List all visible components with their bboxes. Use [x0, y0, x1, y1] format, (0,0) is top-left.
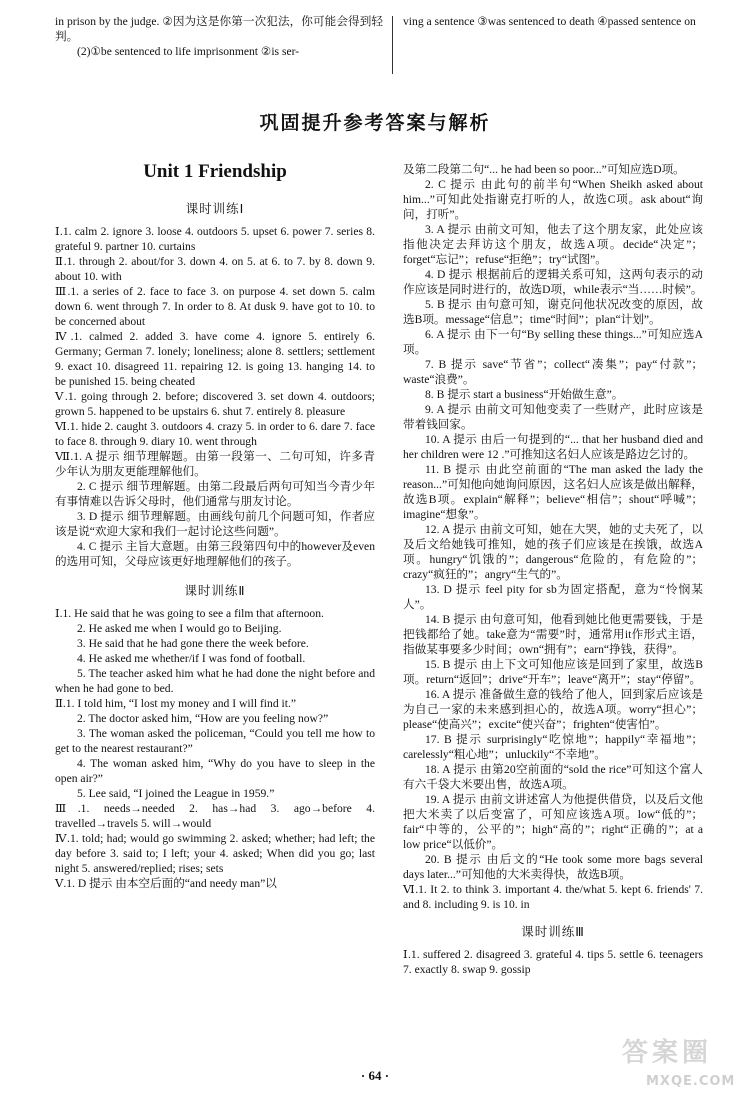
- top-left-line-1: in prison by the judge. ②因为这是你第一次犯法，你可能会得到轻判。: [55, 15, 383, 43]
- answer-block: Ⅰ.1. suffered 2. disagreed 3. grateful 4. tips 5. settle 6. teenagers 7. exactly 8. swap 9. gossip: [403, 948, 703, 976]
- answer-block: 8. B 提示 start a business“开始做生意”。: [425, 388, 624, 401]
- answer-block: 19. A 提示 由前文讲述富人为他提供借贷，以及后文他把大米卖了以后变富了，可知应该选A项。low“低的”；fair“中等的，公平的”；high“高的”；right“正确的”；at a low price“以低价”。: [403, 793, 703, 851]
- answer-block: 5. The teacher asked him what he had done the night before and when he had gone to bed.: [55, 667, 375, 695]
- watermark-text-1: 答案圈: [622, 1038, 713, 1068]
- answer-block: 2. C 提示 细节理解题。由第二段最后两句可知当今青少年有事情难以告诉父母时，他们通常与朋友讨论。: [55, 480, 375, 508]
- answer-block: Ⅱ.1. through 2. about/for 3. down 4. on 5. at 6. to 7. by 8. down 9. about 10. with: [55, 255, 375, 283]
- top-right-line-1: ving a sentence ③was sentenced to death ④passed sentence on: [403, 15, 696, 28]
- answer-block: 3. The woman asked the policeman, “Could you tell me how to get to the nearest restaurant?”: [55, 727, 375, 755]
- section-title-1: 课时训练Ⅰ: [185, 201, 245, 216]
- answer-block: 7. B 提示 save“节省”；collect“凑集”；pay“付款”；waste“浪费”。: [403, 358, 703, 386]
- answer-block: 17. B 提示 surprisingly“吃惊地”；happily“幸福地”；carelessly“粗心地”；unluckily“不幸地”。: [403, 733, 703, 761]
- answer-block: Ⅴ.1. D 提示 由本空后面的“and needy man”以: [55, 877, 277, 890]
- answer-block: 20. B 提示 由后文的“He took some more bags several days later...”可知他的大米卖得快，故选B项。: [403, 853, 703, 881]
- answer-block: Ⅱ.1. I told him, “I lost my money and I will find it.”: [55, 697, 297, 710]
- answer-block: 9. A 提示 由前文可知他变卖了一些财产，此时应该是带着钱回家。: [403, 403, 703, 431]
- left-column: [55, 162, 375, 891]
- answer-block: 3. D 提示 细节理解题。由画线句前几个问题可知，作者应该是说“欢迎大家和我们一起讨论这些问题”。: [55, 510, 375, 538]
- answer-block: 5. B 提示 由句意可知，谢克问他状况改变的原因，故选B项。message“信息”；time“时间”；plan“计划”。: [403, 298, 703, 326]
- top-continuation: [0, 14, 750, 76]
- answer-block: 10. A 提示 由后一句提到的“... that her husband died and her children were 12 .”可推知这名妇人应该是路边乞讨的。: [403, 433, 703, 461]
- answer-block: 11. B 提示 由此空前面的“The man asked the lady the reason...”可知他向她询问原因，这名妇人应该是做出解释，故选B项。explain“解释”；believe“相信”；shout“呼喊”；imagine“想象”。: [403, 463, 703, 521]
- answer-block: Ⅴ.1. going through 2. before; discovered 3. set down 4. outdoors; grown 5. happened to be upstairs 6. shut 7. entirely 8. pleasure: [55, 390, 375, 418]
- watermark-logo: [612, 1038, 742, 1090]
- answer-block: 5. Lee said, “I joined the League in 1959.”: [77, 787, 275, 800]
- answer-block: Ⅳ.1. told; had; would go swimming 2. asked; whether; had left; the day before 3. said to; I left; your 4. asked; When did you go; last night 5. answered/replied; rises; sets: [55, 832, 375, 875]
- answer-block: Ⅵ.1. It 2. to think 3. important 4. the/what 5. kept 6. friends' 7. and 8. including 9. is 10. in: [403, 883, 703, 911]
- answer-block: Ⅵ.1. hide 2. caught 3. outdoors 4. crazy 5. in order to 6. dare 7. face to face 8. through 9. diary 10. went through: [55, 420, 375, 448]
- answer-block: 16. A 提示 准备做生意的钱给了他人，回到家后应该是为自己一家的未来感到担心的，故选A项。worry“担心”；please“使高兴”；excite“使兴奋”；frighten“使害怕”。: [403, 688, 703, 731]
- answer-block: 6. A 提示 由下一句“By selling these things...”可知应选A项。: [403, 328, 703, 356]
- answer-block: 13. D 提示 feel pity for sb为固定搭配，意为“怜悯某人”。: [403, 583, 703, 611]
- answer-block: 2. He asked me when I would go to Beijing.: [77, 622, 282, 635]
- page-title: 巩固提升参考答案与解析: [259, 112, 491, 134]
- section-title-3: 课时训练Ⅲ: [521, 924, 585, 939]
- answer-block: 3. A 提示 由前文可知，他去了这个朋友家，此处应该指他决定去拜访这个朋友，故选A项。decide“决定”；forget“忘记”；refuse“拒绝”；try“试图”。: [403, 223, 703, 266]
- answer-block: 4. D 提示 根据前后的逻辑关系可知，这两句表示的动作应该是同时进行的，故选D项，while表示“当……时候”。: [403, 268, 703, 296]
- section-title-2: 课时训练Ⅱ: [184, 583, 246, 598]
- answer-block: Ⅳ.1. calmed 2. added 3. have come 4. ignore 5. entirely 6. Germany; German 7. lonely; loneliness; alone 8. settlers; settlement 9. exact 10. disagreed 11. repairing 12. is going 13. hanging 14. to be punished 15. being cheated: [55, 330, 375, 388]
- answer-block: 3. He said that he had gone there the week before.: [77, 637, 309, 650]
- top-right-block: [403, 14, 703, 29]
- answer-block: 及第二段第二句“... he had been so poor...”可知应选D项。: [403, 163, 685, 176]
- answer-block: 4. He asked me whether/if I was fond of football.: [77, 652, 306, 665]
- answer-block: Ⅰ.1. calm 2. ignore 3. loose 4. outdoors 5. upset 6. power 7. series 8. grateful 9. partner 10. curtains: [55, 225, 375, 253]
- column-divider: [392, 16, 393, 74]
- top-left-line-2: (2)①be sentenced to life imprisonment ②is ser-: [77, 45, 300, 58]
- answer-block: 2. The doctor asked him, “How are you feeling now?”: [77, 712, 329, 725]
- answer-block: 2. C 提示 由此句的前半句“When Sheikh asked about him...”可知此处指谢克打听的人，故选C项。ask about“询问，打听”。: [403, 178, 703, 221]
- answer-block: Ⅲ.1. needs→needed 2. has→had 3. ago→before 4. travelled→travels 5. will→would: [55, 802, 375, 830]
- answer-block: 14. B 提示 由句意可知，他看到她比他更需要钱，于是把钱都给了她。take意为“需要”时，通常用it作形式主语，指做某事要多少时间；own“拥有”；earn“挣钱，获得”。: [403, 613, 703, 656]
- answer-block: 15. B 提示 由上下文可知他应该是回到了家里，故选B项。return“返回”；drive“开车”；leave“离开”；stay“停留”。: [403, 658, 703, 686]
- watermark-text-2: MXQE.COM: [646, 1074, 736, 1089]
- page-number: · 64 ·: [360, 1068, 390, 1083]
- answer-block: Ⅲ.1. a series of 2. face to face 3. on purpose 4. set down 5. calm down 6. went through 7. In order to 8. At dusk 9. have got to 10. to be concerned about: [55, 285, 375, 328]
- answer-block: 18. A 提示 由第20空前面的“sold the rice”可知这个富人有六千袋大米要出售，故选A项。: [403, 763, 703, 791]
- answer-block: Ⅰ.1. He said that he was going to see a film that afternoon.: [55, 607, 324, 620]
- top-left-block: [55, 14, 383, 59]
- answer-block: 4. The woman asked him, “Why do you have to sleep in the open air?”: [55, 757, 375, 785]
- answer-block: Ⅶ.1. A 提示 细节理解题。由第一段第一、二句可知，许多青少年认为朋友更能理解他们。: [55, 450, 375, 478]
- right-column: [403, 162, 703, 977]
- answer-block: 4. C 提示 主旨大意题。由第三段第四句中的however及even的选用可知，父母应该更好地理解他们的孩子。: [55, 540, 375, 568]
- answer-block: 12. A 提示 由前文可知，她在大哭，她的丈夫死了，以及后文给她钱可推知，她的孩子们应该是在挨饿，故选A项。hungry“饥饿的”；dangerous“危险的，有危险的”；crazy“疯狂的”；angry“生气的”。: [403, 523, 703, 581]
- unit-title: Unit 1 Friendship: [143, 161, 287, 182]
